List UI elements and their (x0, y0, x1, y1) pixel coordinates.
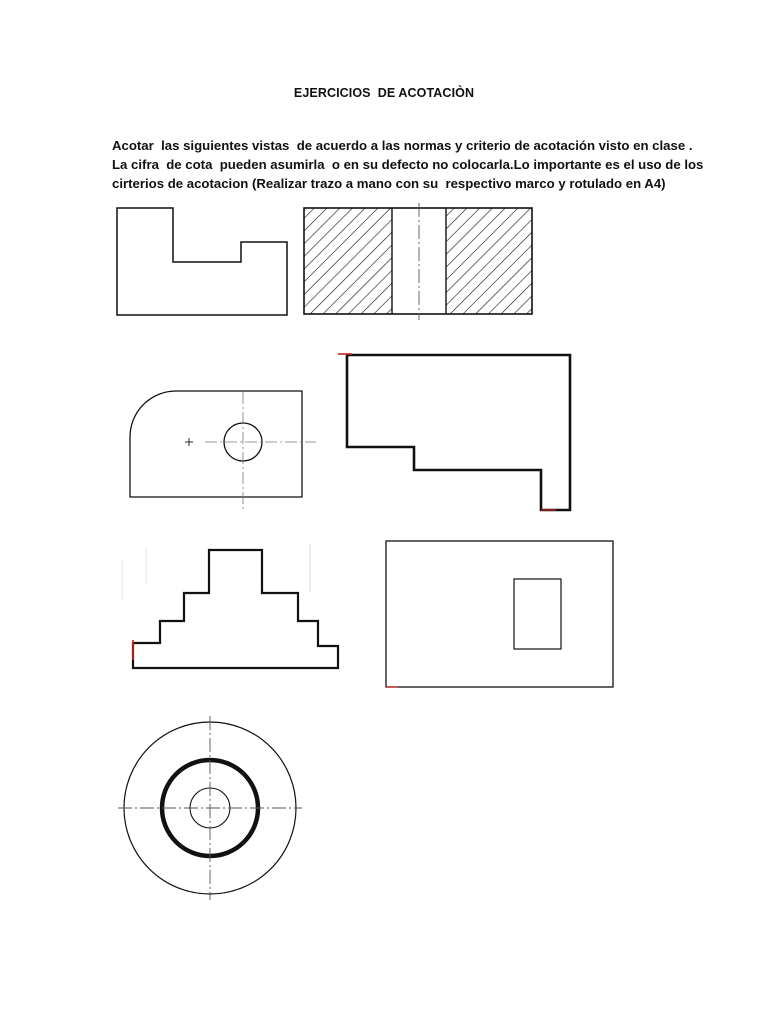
stepped-profile-view (117, 208, 287, 315)
instruction-line-1: Acotar las siguientes vistas de acuerdo a las normas y criterio de acotación visto en clase . (112, 138, 693, 153)
notched-block-view (338, 354, 570, 510)
page-title: EJERCICIOS DE ACOTACIÒN (293, 86, 475, 100)
rounded-plate-with-hole-view (130, 391, 316, 512)
instruction-line-3: cirterios de acotacion (Realizar trazo a mano con su respectivo marco y rotulado en A4) (112, 176, 666, 191)
concentric-circles-view (118, 716, 302, 900)
instruction-line-2: La cifra de cota pueden asumirla o en su defecto no colocarla.Lo importante es el uso de los (112, 157, 704, 172)
t-shaped-stepped-profile-view (122, 544, 338, 668)
hatched-section-view (304, 203, 532, 320)
rectangle-with-slot-view (386, 541, 613, 687)
